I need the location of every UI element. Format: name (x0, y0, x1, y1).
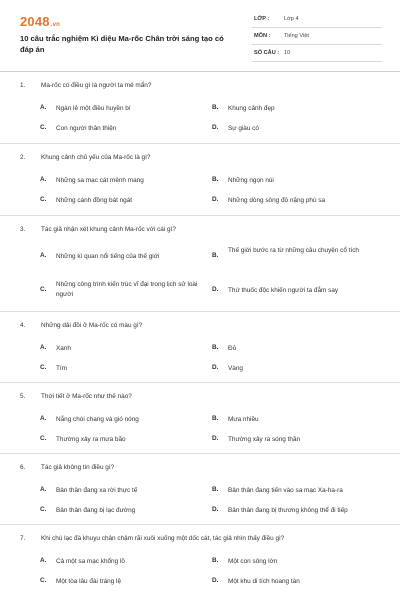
option-letter: D. (212, 286, 219, 293)
option-letter: B. (212, 252, 219, 259)
option-letter: B. (212, 415, 219, 422)
meta-row-count (252, 46, 382, 62)
logo-number: 2048 (20, 14, 50, 29)
question-5-number: 5. (20, 393, 26, 400)
option-letter: C. (40, 506, 47, 513)
option-text: Những ngọn núi (228, 177, 274, 184)
option-text: Một tòa lâu đài tráng lệ (56, 578, 122, 585)
question-6-number: 6. (20, 464, 26, 471)
logo-extension: .vn (50, 22, 61, 28)
question-2-header (0, 144, 400, 168)
quiz-meta (252, 12, 382, 63)
option-letter: D. (212, 506, 219, 513)
option-letter: A. (40, 344, 47, 351)
option-text: Khung cảnh đẹp (228, 105, 275, 112)
meta-label-subject: MÔN : (254, 33, 271, 39)
site-logo[interactable] (20, 14, 60, 29)
question-3-number: 3. (20, 226, 26, 233)
option-text: Những sa mạc cát mênh mang (56, 177, 144, 184)
question-5-header (0, 383, 400, 407)
question-7 (0, 525, 400, 600)
question-2-text: Khung cảnh chủ yếu của Ma-rốc là gì? (41, 154, 151, 161)
option-text: Mưa nhiều (228, 416, 259, 423)
meta-label-count: SỐ CÂU : (254, 50, 280, 56)
option-letter: B. (212, 486, 219, 493)
option-text: Một khu di tích hoang tàn (228, 578, 300, 585)
option-text: Xanh (56, 345, 71, 352)
option-text: Thứ thuốc độc khiến người ta đắm say (228, 287, 339, 294)
question-7-header (0, 525, 400, 549)
option-text: Vàng (228, 365, 243, 372)
question-1 (0, 72, 400, 144)
option-text: Bản thân đang bị thương không thể đi tiếp (228, 507, 348, 514)
question-4-number: 4. (20, 322, 26, 329)
page-header (0, 0, 400, 72)
option-letter: C. (40, 124, 47, 131)
option-text: Những kì quan nổi tiếng của thế giới (56, 253, 160, 260)
option-text: Những cánh đồng bát ngát (56, 197, 133, 204)
option-letter: C. (40, 435, 47, 442)
option-text: Sự giàu có (228, 125, 259, 132)
option-text: Bản thân đang xa rời thực tế (56, 487, 138, 494)
meta-value-class: Lớp 4 (284, 16, 299, 22)
question-6 (0, 454, 400, 525)
meta-row-subject (252, 29, 382, 45)
question-2 (0, 144, 400, 216)
option-letter: A. (40, 176, 47, 183)
option-text: Những công trình kiến trúc vĩ đại trong lịch sử loài người (56, 281, 198, 298)
question-5-text: Thời tiết ở Ma-rốc như thế nào? (41, 393, 132, 400)
option-text: Thường xảy ra sóng thần (228, 436, 301, 443)
question-3 (0, 216, 400, 312)
meta-value-count: 10 (284, 50, 291, 56)
option-text: Thường xảy ra mưa bão (56, 436, 126, 443)
option-text: Tím (56, 365, 68, 372)
option-text: Nắng chói chang và gió nóng (56, 416, 139, 423)
option-text: Con người thân thiện (56, 125, 117, 132)
option-letter: A. (40, 104, 47, 111)
option-letter: C. (40, 577, 47, 584)
option-letter: A. (40, 557, 47, 564)
option-text: Đỏ (228, 345, 237, 352)
question-7-text: Khi chú lạc đà khuỵu chân chậm rãi xuôi xuống một dốc cát, tác giả nhìn thấy điều gì? (41, 535, 285, 542)
question-1-header (0, 72, 400, 96)
option-letter: B. (212, 176, 219, 183)
question-list (0, 72, 400, 600)
meta-row-class (252, 12, 382, 28)
option-letter: A. (40, 486, 47, 493)
option-letter: C. (40, 286, 47, 293)
question-4-text: Những dải đồi ở Ma-rốc có màu gì? (41, 322, 143, 329)
option-letter: D. (212, 196, 219, 203)
option-letter: D. (212, 364, 219, 371)
option-letter: D. (212, 124, 219, 131)
question-1-text: Ma-rốc có điều gì là người ta mê mẩn? (41, 82, 152, 89)
meta-label-class: LỚP : (254, 16, 270, 22)
question-5 (0, 383, 400, 454)
question-6-header (0, 454, 400, 478)
option-letter: C. (40, 196, 47, 203)
option-text: Bản thân đang tiến vào sa mạc Xa-ha-ra (228, 487, 343, 494)
option-letter: B. (212, 557, 219, 564)
question-4 (0, 312, 400, 383)
question-4-header (0, 312, 400, 336)
option-letter: C. (40, 364, 47, 371)
option-text: Bản thân đang bị lạc đường (56, 507, 136, 514)
question-1-number: 1. (20, 82, 26, 89)
option-text: Những dòng sông đỏ nặng phù sa (228, 197, 326, 204)
question-6-text: Tác giả không tin điều gì? (41, 464, 115, 471)
option-letter: B. (212, 104, 219, 111)
option-text: Ngàn lẻ một điều huyền bí (56, 105, 131, 112)
quiz-title: 10 câu trắc nghiệm Kì diệu Ma-rốc Chân trời sáng tạo có đáp án (20, 34, 224, 54)
option-letter: A. (40, 252, 47, 259)
option-text: Cả một sa mạc khổng lồ (56, 558, 125, 565)
question-2-number: 2. (20, 154, 26, 161)
option-letter: D. (212, 577, 219, 584)
option-letter: D. (212, 435, 219, 442)
question-7-number: 7. (20, 535, 26, 542)
question-3-text: Tác giả nhận xét khung cảnh Ma-rốc với cái gì? (41, 226, 176, 233)
option-letter: A. (40, 415, 47, 422)
option-text: Một con sông lớn (228, 558, 278, 565)
option-text: Thế giới bước ra từ những câu chuyện cổ tích (228, 247, 359, 254)
question-3-header (0, 216, 400, 240)
meta-value-subject: Tiếng Việt (284, 33, 309, 39)
option-letter: B. (212, 344, 219, 351)
